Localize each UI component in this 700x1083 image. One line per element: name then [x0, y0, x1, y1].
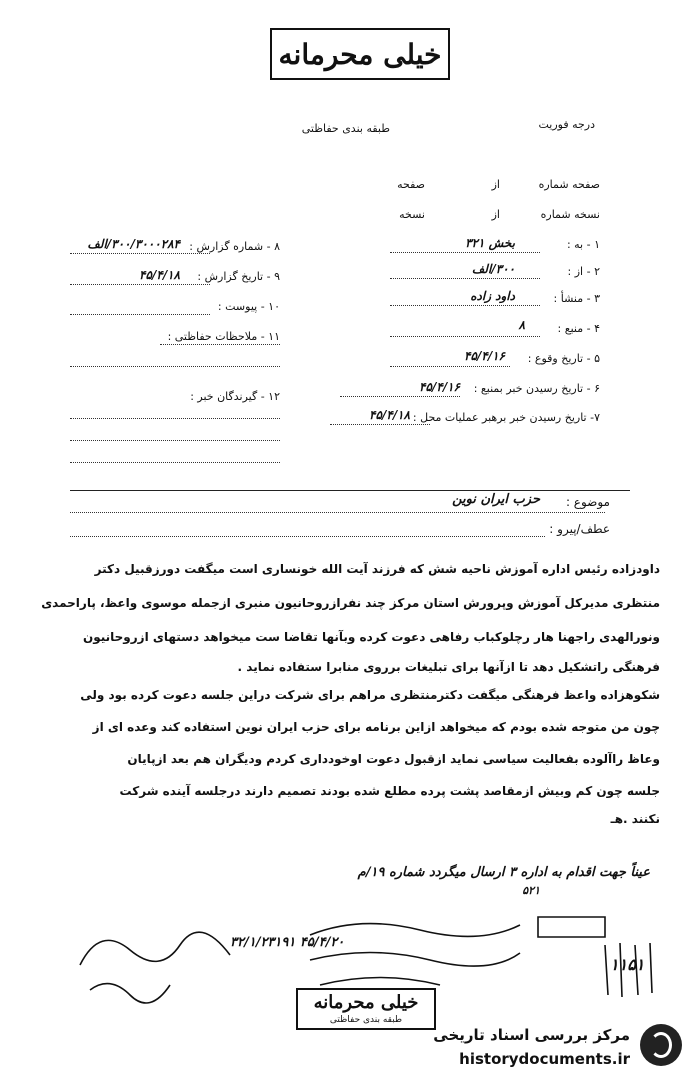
page-total-label: صفحه	[397, 178, 425, 191]
attachment-label: ۱۰ - پیوست :	[217, 300, 280, 313]
to-label: ۱ - به :	[566, 238, 600, 251]
attachment-underline	[70, 314, 210, 315]
remarks-label: ۱۱ - ملاحظات حفاظتی :	[167, 330, 280, 343]
body-line-7: وعاظ راآلوده بفعالیت سیاسی نماید ازقبول دعوت اوخودداری کردم ودیگران هم بعد ازپایان	[127, 752, 660, 766]
report-date-underline	[70, 284, 210, 285]
watermark-brand: مرکز بررسی اسناد تاریخی	[433, 1026, 630, 1044]
bottom-classification-stamp	[296, 988, 436, 1030]
classification-stamp	[270, 28, 450, 80]
from-label: ۲ - از :	[567, 265, 600, 278]
subject-value: حزب ایران نوین	[452, 492, 540, 507]
body-line-1: داودزاده رئیس اداره آموزش ناحیه شش که فرزند آیت الله خونساری است میگفت دورزقبیل دکتر	[94, 562, 660, 576]
origin-value: داود زاده	[470, 289, 515, 303]
received-date-label: ۶ - تاریخ رسیدن خبر بمنبع :	[473, 382, 600, 395]
stamp-title: خیلی محرمانه	[278, 37, 442, 71]
page-of-label: از	[491, 178, 500, 191]
copy-total-label: نسخه	[399, 208, 425, 221]
ops-date-label: ۷- تاریخ رسیدن خبر برهبر عملیات محل :	[412, 411, 600, 424]
from-underline	[390, 278, 540, 279]
action-note-sub: ۵۲۱	[522, 884, 540, 897]
body-line-6: چون من متوجه شده بودم که میخواهد ازاین برنامه برای حزب ایران نوین استفاده کند وعده ای از	[92, 720, 660, 734]
remarks-underline-2	[70, 366, 280, 367]
report-number-underline	[70, 253, 210, 254]
recipients-line-2	[70, 440, 280, 441]
body-line-3: ونورالهدی راجهنا هار رچلوکباب رفاهی دعوت کرده وبآنها تقاضا ست میخواهد دستهای ازروحانیون	[82, 630, 660, 644]
subject-label: موضوع :	[565, 495, 610, 509]
copy-number-label: نسخه شماره	[540, 208, 600, 221]
reference-label: عطف/پیرو :	[549, 522, 610, 536]
reference-underline	[70, 536, 545, 537]
ops-date-underline	[330, 424, 430, 425]
origin-label: ۳ - منشأ :	[553, 292, 600, 305]
source-value: ۸	[518, 318, 525, 332]
action-note: عیناً جهت اقدام به اداره ۳ ارسال میگردد شماره ۱۹/م	[357, 865, 650, 880]
remarks-underline	[160, 344, 280, 345]
section-divider	[70, 490, 630, 491]
page-number-label: صفحه شماره	[538, 178, 600, 191]
to-underline	[390, 252, 540, 253]
from-value: ۳۰۰/الف	[471, 262, 515, 276]
classification-label: طبقه بندی حفاظتی	[301, 122, 390, 135]
event-date-value: ۴۵/۴/۱۶	[464, 349, 505, 363]
body-line-9: نکنند .هـ	[610, 812, 660, 826]
corner-number: ۱۱۵۱	[610, 955, 645, 974]
body-line-8: جلسه چون کم وبیش ازمقاصد پشت پرده مطلع شده بودند تصمیم دارند درجلسه آینده شرکت	[119, 784, 660, 798]
archive-logo-icon	[640, 1024, 682, 1066]
body-line-4: فرهنگی راتشکیل دهد تا ازآنها برای تبلیغات برروی منابرا ستفاده نماید .	[237, 660, 660, 674]
bottom-stamp-title: خیلی محرمانه	[313, 992, 419, 1013]
received-date-underline	[340, 396, 460, 397]
recipients-line-3	[70, 462, 280, 463]
source-label: ۴ - منبع :	[557, 322, 600, 335]
body-line-2: منتظری مدیرکل آموزش وپرورش استان مرکز چند نفرازروحانیون منبری ازجمله موسوی واعظ، پاراحمدی	[41, 596, 660, 610]
origin-underline	[390, 305, 540, 306]
report-date-label: ۹ - تاریخ گزارش :	[197, 270, 280, 283]
body-line-5: شکوهزاده واعظ فرهنگی میگفت دکترمنتظری مراهم برای شرکت دراین جلسه دعوت کرده بود ولی	[80, 688, 660, 702]
copy-of-label: از	[491, 208, 500, 221]
event-date-underline	[390, 366, 510, 367]
report-number-label: ۸ - شماره گزارش :	[189, 240, 280, 253]
to-value: بخش ۳۲۱	[465, 236, 515, 250]
watermark-url: historydocuments.ir	[459, 1050, 630, 1068]
recipients-line-1	[70, 418, 280, 419]
received-date-value: ۴۵/۴/۱۶	[419, 380, 460, 394]
report-number-value: ۳۰۰/۳۰۰۰۲۸۴/الف	[87, 237, 180, 251]
source-underline	[390, 336, 540, 337]
handwritten-reference: ۳۲/۱/۲۳۱۹۱ ۴۵/۴/۲۰	[230, 935, 345, 950]
event-date-label: ۵ - تاریخ وقوع :	[527, 352, 600, 365]
urgency-label: درجه فوریت	[538, 118, 595, 131]
ops-date-value: ۴۵/۴/۱۸	[369, 408, 410, 422]
subject-underline	[70, 512, 605, 513]
recipients-label: ۱۲ - گیرندگان خبر :	[190, 390, 280, 403]
report-date-value: ۴۵/۴/۱۸	[139, 268, 180, 282]
bottom-stamp-sub: طبقه بندی حفاظتی	[329, 1015, 403, 1025]
